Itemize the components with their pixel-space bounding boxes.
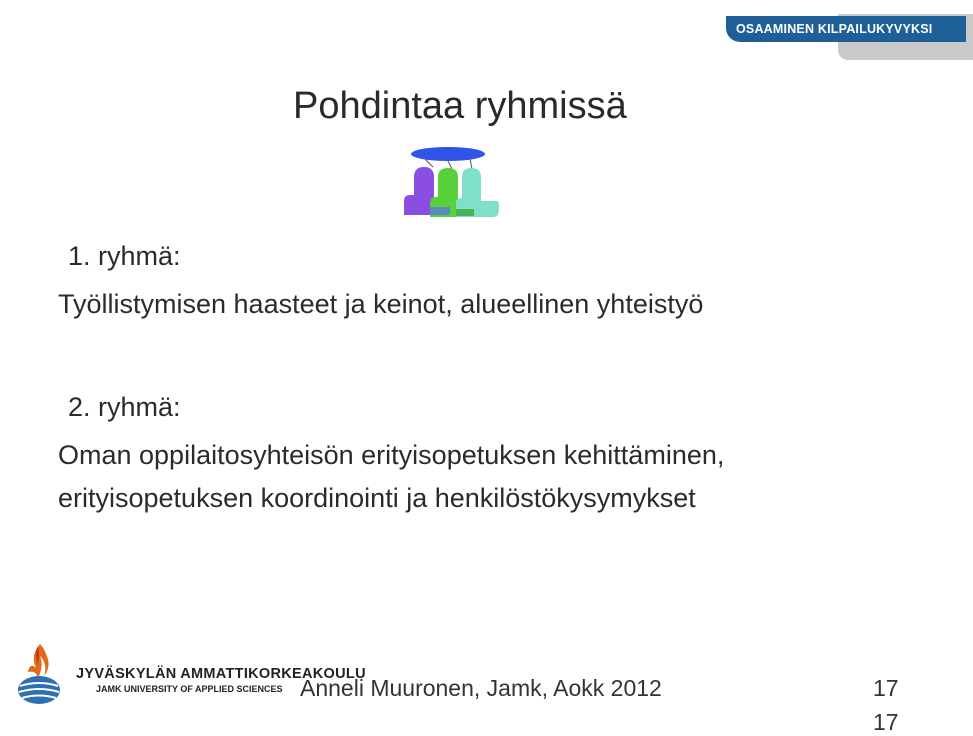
jamk-flame-logo-icon [14,642,64,708]
group2-topic-line1: Oman oppilaitosyhteisön erityisopetuksen kehittäminen, [58,440,725,470]
group1-label: 1. ryhmä: [68,241,181,271]
page-number: 17 [873,675,899,701]
footer-author: Anneli Muuronen, Jamk, Aokk 2012 [300,675,662,701]
group1-topic: Työllistymisen haasteet ja keinot, alueellinen yhteistyö [58,289,704,319]
group2-topic-line2: erityisopetuksen koordinointi ja henkilöstökysymykset [58,483,696,513]
school-name: JYVÄSKYLÄN AMMATTIKORKEAKOULU [76,666,366,682]
header-banner: OSAAMINEN KILPAILUKYVYKSI [726,16,966,42]
group2-label: 2. ryhmä: [68,392,181,422]
slide-title: Pohdintaa ryhmissä [293,85,627,127]
people-around-table-icon [400,143,504,221]
page-number-repeat: 17 [873,709,899,735]
school-name-english: JAMK UNIVERSITY OF APPLIED SCIENCES [96,684,283,694]
